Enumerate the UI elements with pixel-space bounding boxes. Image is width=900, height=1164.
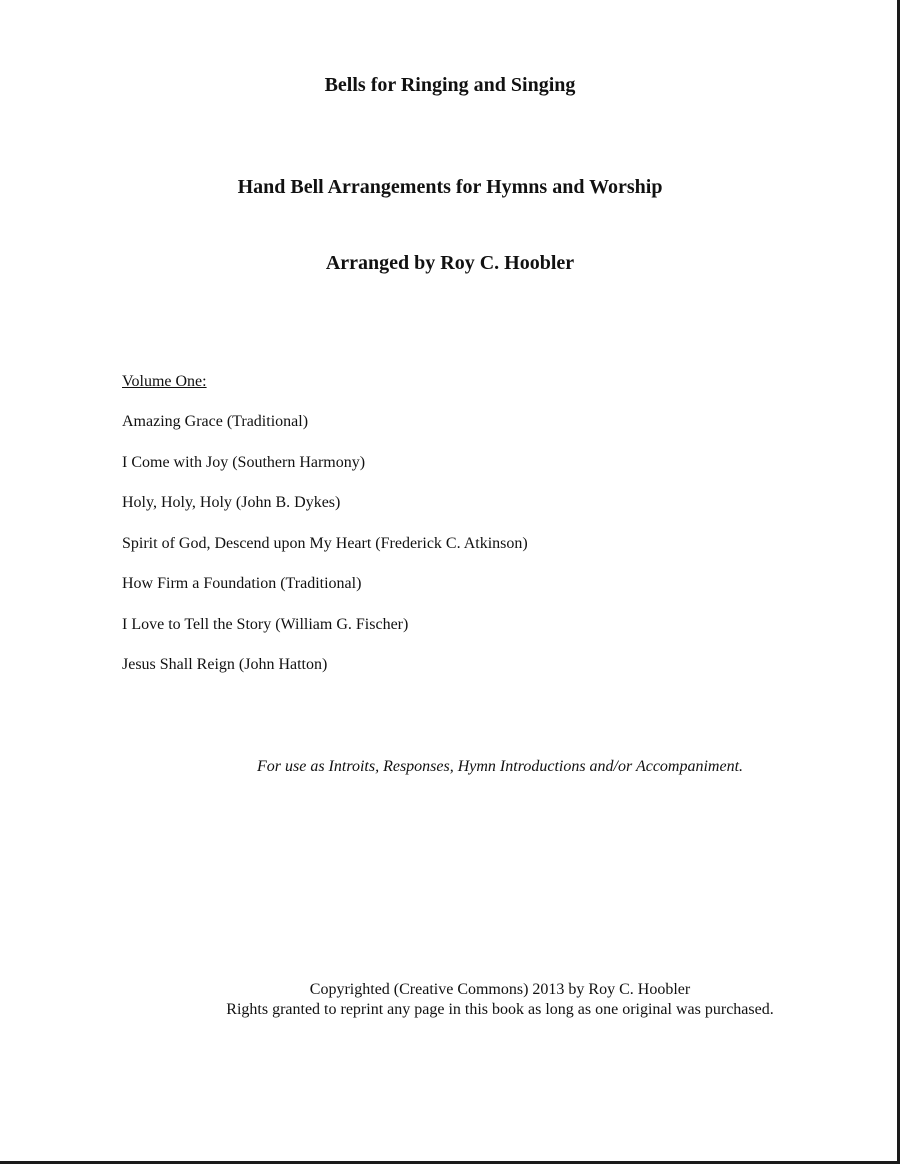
song-item: I Love to Tell the Story (William G. Fischer) <box>122 615 409 633</box>
song-item: I Come with Joy (Southern Harmony) <box>122 453 366 471</box>
rights-line: Rights granted to reprint any page in this book as long as one original was purchased. <box>226 1001 774 1018</box>
book-subtitle: Hand Bell Arrangements for Hymns and Worship <box>237 176 663 198</box>
book-title: Bells for Ringing and Singing <box>324 74 576 96</box>
song-item: Spirit of God, Descend upon My Heart (Frederick C. Atkinson) <box>122 534 528 552</box>
song-item: Jesus Shall Reign (John Hatton) <box>122 656 328 673</box>
volume-heading: Volume One: <box>122 373 207 390</box>
arranger-credit: Arranged by Roy C. Hoobler <box>325 252 575 274</box>
usage-note: For use as Introits, Responses, Hymn Introductions and/or Accompaniment. <box>256 758 744 775</box>
song-list <box>122 412 528 696</box>
song-item: How Firm a Foundation (Traditional) <box>122 575 362 592</box>
song-item: Amazing Grace (Traditional) <box>122 413 309 430</box>
copyright-line: Copyrighted (Creative Commons) 2013 by Roy C. Hoobler <box>309 981 691 998</box>
song-item: Holy, Holy, Holy (John B. Dykes) <box>122 494 341 511</box>
